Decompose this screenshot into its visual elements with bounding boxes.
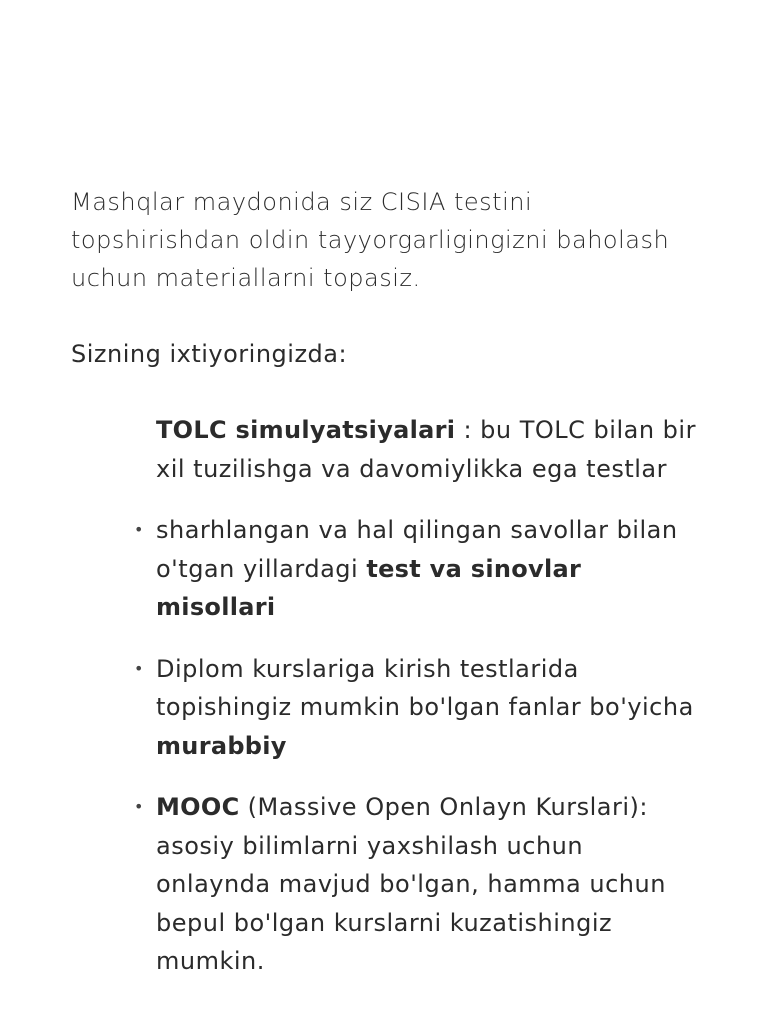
bullet-icon: • (134, 797, 144, 816)
item-bold: MOOC (156, 793, 240, 821)
item-text: : bu TOLC bilan bir xil tuzilishga va davomiylikka ega testlar (156, 416, 696, 483)
list-item-mooc (134, 788, 696, 981)
item-bold: TOLC simulyatsiyalari (156, 416, 456, 444)
availability-heading: Sizning ixtiyoringizda: (71, 340, 348, 368)
list-item-past-tests (134, 511, 696, 627)
item-text: (Massive Open Onlayn Kurslari): asosiy bilimlarni yaxshilash uchun onlaynda mavjud bo'lgan, hamma uchun bepul bo'lgan kurslarni kuzatishingiz mumkin. (156, 793, 666, 975)
intro-paragraph: Mashqlar maydonida siz CISIA testini topshirishdan oldin tayyorgarligingizni baholash uchun materiallarni topasiz. (71, 188, 670, 292)
resources-list (134, 411, 696, 1004)
item-text: Diplom kurslariga kirish testlarida topishingiz mumkin bo'lgan fanlar bo'yicha (156, 654, 694, 721)
bullet-icon: • (134, 520, 144, 539)
bullet-icon: • (134, 658, 144, 678)
item-bold: test va sinovlar misollari (156, 554, 582, 621)
item-bold: murabbiy (156, 731, 287, 760)
list-item-tutor (134, 650, 696, 766)
item-text: sharhlangan va hal qilingan savollar bilan o'tgan yillardagi (156, 516, 678, 583)
list-item-tolc-simulations (156, 411, 696, 488)
